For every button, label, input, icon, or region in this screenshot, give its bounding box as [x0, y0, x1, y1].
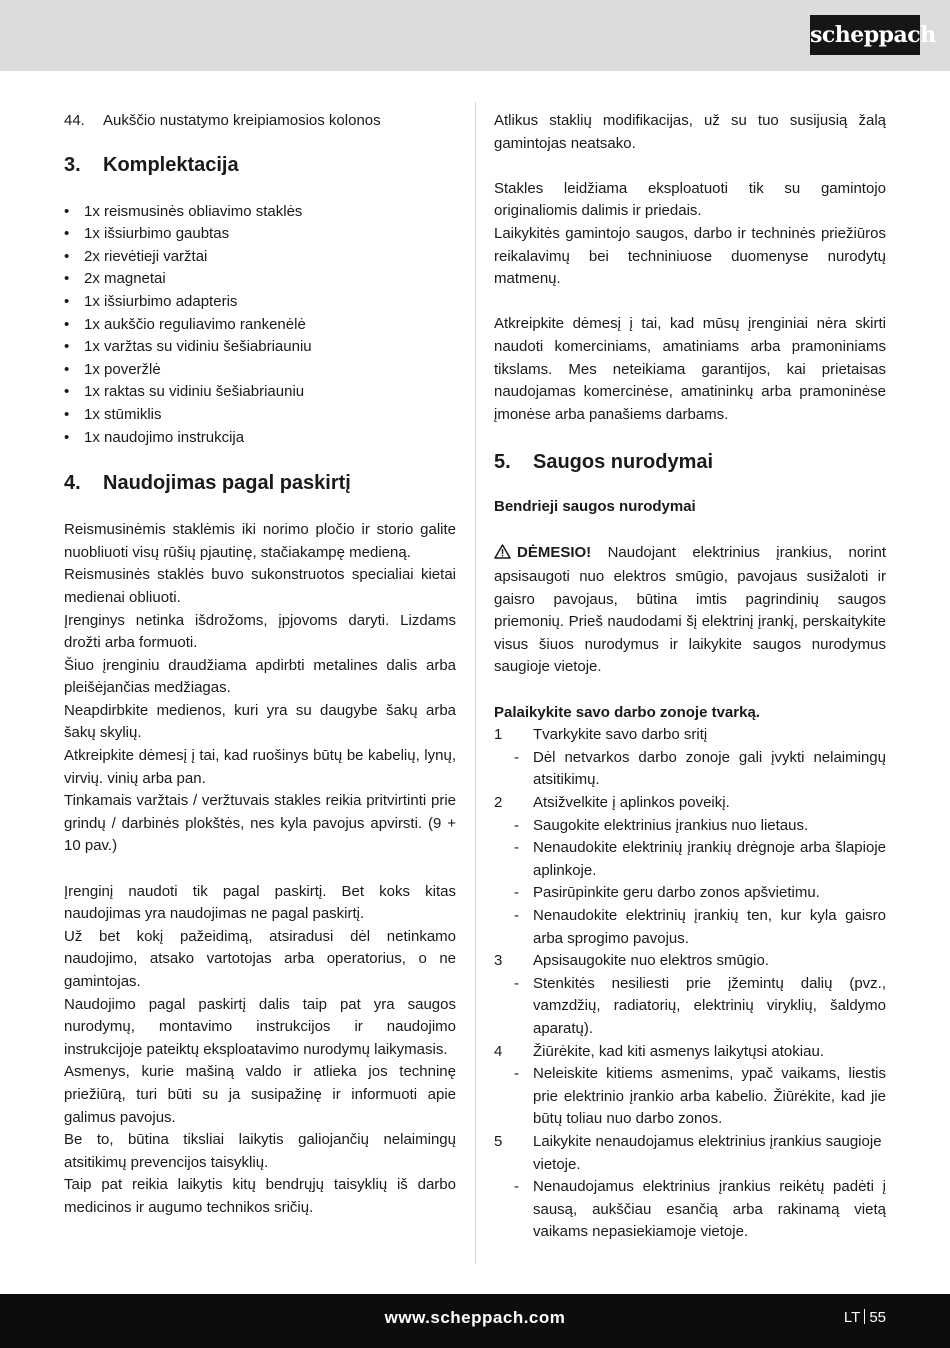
paragraph: Asmenys, kurie mašiną valdo ir atlieka jos techninę priežiūrą, turi būti su ja susipažinę ir informuoti apie galimus pavojus. [64, 1063, 456, 1126]
list-item: • 2x magnetai [64, 268, 456, 291]
numbered-item-5: 5 Laikykite nenaudojamus elektrinius įrankius saugioje vietoje. [494, 1132, 882, 1173]
list-item: • 2x rievėtieji varžtai [64, 246, 456, 269]
paragraph: Atlikus staklių modifikacijas, už su tuo susijusią žalą gamintojas neatsako. [494, 112, 886, 152]
dash-item: - Nenaudokite elektrinių įrankių drėgnoje arba šlapioje aplinkoje. [514, 839, 886, 879]
warning-text: Naudojant elektrinius įrankius, norint apsisaugoti nuo elektros smūgio, pavojaus susižaloti ir gaisro pavojaus, būtina imtis pagrindinių saugos priemonių. Prieš naudodami šį elektrinį įrankį, perskaitykite visus šiuos nurodymus ir laikykite saugos nurodymus saugioje vietoje. [494, 543, 886, 676]
dash-item: - Saugokite elektrinius įrankius nuo lietaus. [514, 816, 809, 834]
paragraph: Reismusinės staklės buvo sukonstruotos specialiai kietai medienai obliuoti. [64, 566, 456, 606]
paragraph: Stakles leidžiama eksploatuoti tik su gamintojo originaliomis dalimis ir priedais. [494, 179, 886, 220]
section-heading-4: 4. Naudojimas pagal paskirtį [64, 472, 351, 495]
paragraph: Naudojimo pagal paskirtį dalis taip pat yra saugos nurodymų, montavimo instrukcijos ir naudojimo instrukcijoje pateiktų eksploatavimo nurodymų laikymasis. [64, 995, 456, 1058]
paragraph: Laikykitės gamintojo saugos, darbo ir techninės priežiūros reikalavimų bei techniniuose duomenyse nurodytų matmenų. [494, 224, 886, 288]
footer-bar [0, 1294, 950, 1348]
list-item: • 1x raktas su vidiniu šešiabriauniu [64, 381, 456, 404]
numbered-item-2: 2 Atsižvelkite į aplinkos poveikį. [494, 794, 730, 812]
warning-paragraph [494, 542, 886, 680]
list-item: • 1x aukščio reguliavimo rankenėlė [64, 314, 456, 337]
page-indicator [844, 1309, 886, 1326]
list-item: • 1x stūmiklis [64, 404, 456, 427]
list-item: • 1x poveržlė [64, 359, 456, 382]
list-item: • 1x naudojimo instrukcija [64, 427, 456, 450]
warning-triangle-icon [494, 544, 511, 567]
dash-item: - Pasirūpinkite geru darbo zonos apšvietimu. [514, 884, 820, 902]
paragraph: Be to, būtina tiksliai laikytis galiojančių nelaimingų atsitikimų prevencijos taisyklių. [64, 1131, 456, 1171]
language-code: LT [843, 1309, 861, 1326]
dash-item: - Dėl netvarkos darbo zonoje gali įvykti nelaimingų atsitikimų. [514, 748, 886, 789]
paragraph: Tinkamais varžtais / veržtuvais stakles reikia pritvirtinti prie grindų / darbinės plokštės, nes kyla pavojus apvirsti. (9 + 10 pav.) [64, 792, 456, 855]
delivery-contents-list [64, 201, 456, 450]
page-number: 55 [869, 1309, 886, 1326]
brand-logo: scheppach [810, 15, 920, 55]
header-bar [0, 0, 950, 71]
column-divider [475, 102, 476, 1264]
warning-label: DĖMESIO! [517, 543, 592, 561]
paragraph: Atkreipkite dėmesį į tai, kad mūsų įrenginiai nėra skirti naudoti komerciniams, amatiniams arba pramoniniams tikslams. Mes neteikiama garantijos, kai prietaisas naudojamas komercinėse, amatininkų arba pramoninėse įmonėse arba panašiems darbams. [494, 315, 886, 423]
section-heading-5: 5. Saugos nurodymai [494, 451, 714, 474]
section-heading-3: 3. Komplektacija [64, 153, 239, 176]
list-item: • 1x išsiurbimo adapteris [64, 291, 456, 314]
paragraph: Reismusinėmis staklėmis iki norimo pločio ir storio galite nuobliuoti visų rūšių pjautinę, stačiakampę medieną. [64, 521, 456, 561]
dash-item: - Neleiskite kitiems asmenims, ypač vaikams, liestis prie elektrinio įrankio arba kabelio. Žiūrėkite, kad jie būtų toliau nuo darbo zonos. [514, 1065, 886, 1128]
subheading-work-area: Palaikykite savo darbo zonoje tvarką. [494, 703, 760, 721]
list-item: • 1x reismusinės obliavimo staklės [64, 201, 456, 224]
paragraph: Už bet kokį pažeidimą, atsiradusi dėl netinkamo naudojimo, atsako vartotojas arba operatorius, o ne gamintojas. [64, 927, 456, 990]
numbered-item-1: 1 Tvarkykite savo darbo sritį [494, 726, 708, 744]
item-number: 44. [64, 112, 85, 129]
dash-item: - Nenaudokite elektrinių įrankių ten, kur kyla gaisro arba sprogimo pavojus. [514, 907, 886, 947]
item-text: Aukščio nustatymo kreipiamosios kolonos [103, 112, 381, 129]
paragraph: Atkreipkite dėmesį į tai, kad ruošinys būtų be kabelių, lynų, virvių. vinių arba pan. [64, 747, 456, 787]
right-column [494, 110, 886, 1244]
list-item: • 1x varžtas su vidiniu šešiabriauniu [64, 336, 456, 359]
paragraph: Įrenginį naudoti tik pagal paskirtį. Bet koks kitas naudojimas yra naudojimas ne pagal paskirtį. [64, 882, 456, 923]
paragraph: Neapdirbkite medienos, kuri yra su daugybe šakų arba šakų skylių. [64, 701, 456, 742]
list-item: • 1x išsiurbimo gaubtas [64, 223, 456, 246]
left-column [64, 110, 456, 1220]
paragraph: Įrenginys netinka išdrožoms, įpjovoms daryti. Lizdams drožti arba formuoti. [64, 611, 456, 652]
paragraph: Taip pat reikia laikytis kitų bendrųjų taisyklių iš darbo medicinos ir augumo technikos sričių. [64, 1176, 456, 1216]
website-link[interactable]: www.scheppach.com [384, 1308, 566, 1327]
numbered-item-4: 4 Žiūrėkite, kad kiti asmenys laikytųsi atokiau. [494, 1042, 824, 1060]
dash-item: - Stenkitės nesiliesti prie įžemintų dalių (pvz., vamzdžių, radiatorių, elektrinių viryklių, šaldymo aparatų). [514, 974, 886, 1037]
dash-item: - Nenaudojamus elektrinius įrankius reikėtų padėti į sausą, aukščiau esančią arba rakinamą vietą vaikams nepasiekiamoje vietoje. [514, 1178, 886, 1241]
paragraph: Šiuo įrenginiu draudžiama apdirbti metalines dalis arba pleišėjančias medžiagas. [64, 656, 456, 697]
subheading-general-safety: Bendrieji saugos nurodymai [494, 498, 696, 516]
numbered-item-3: 3 Apsisaugokite nuo elektros smūgio. [494, 952, 769, 970]
parts-list-item-44 [64, 110, 456, 133]
